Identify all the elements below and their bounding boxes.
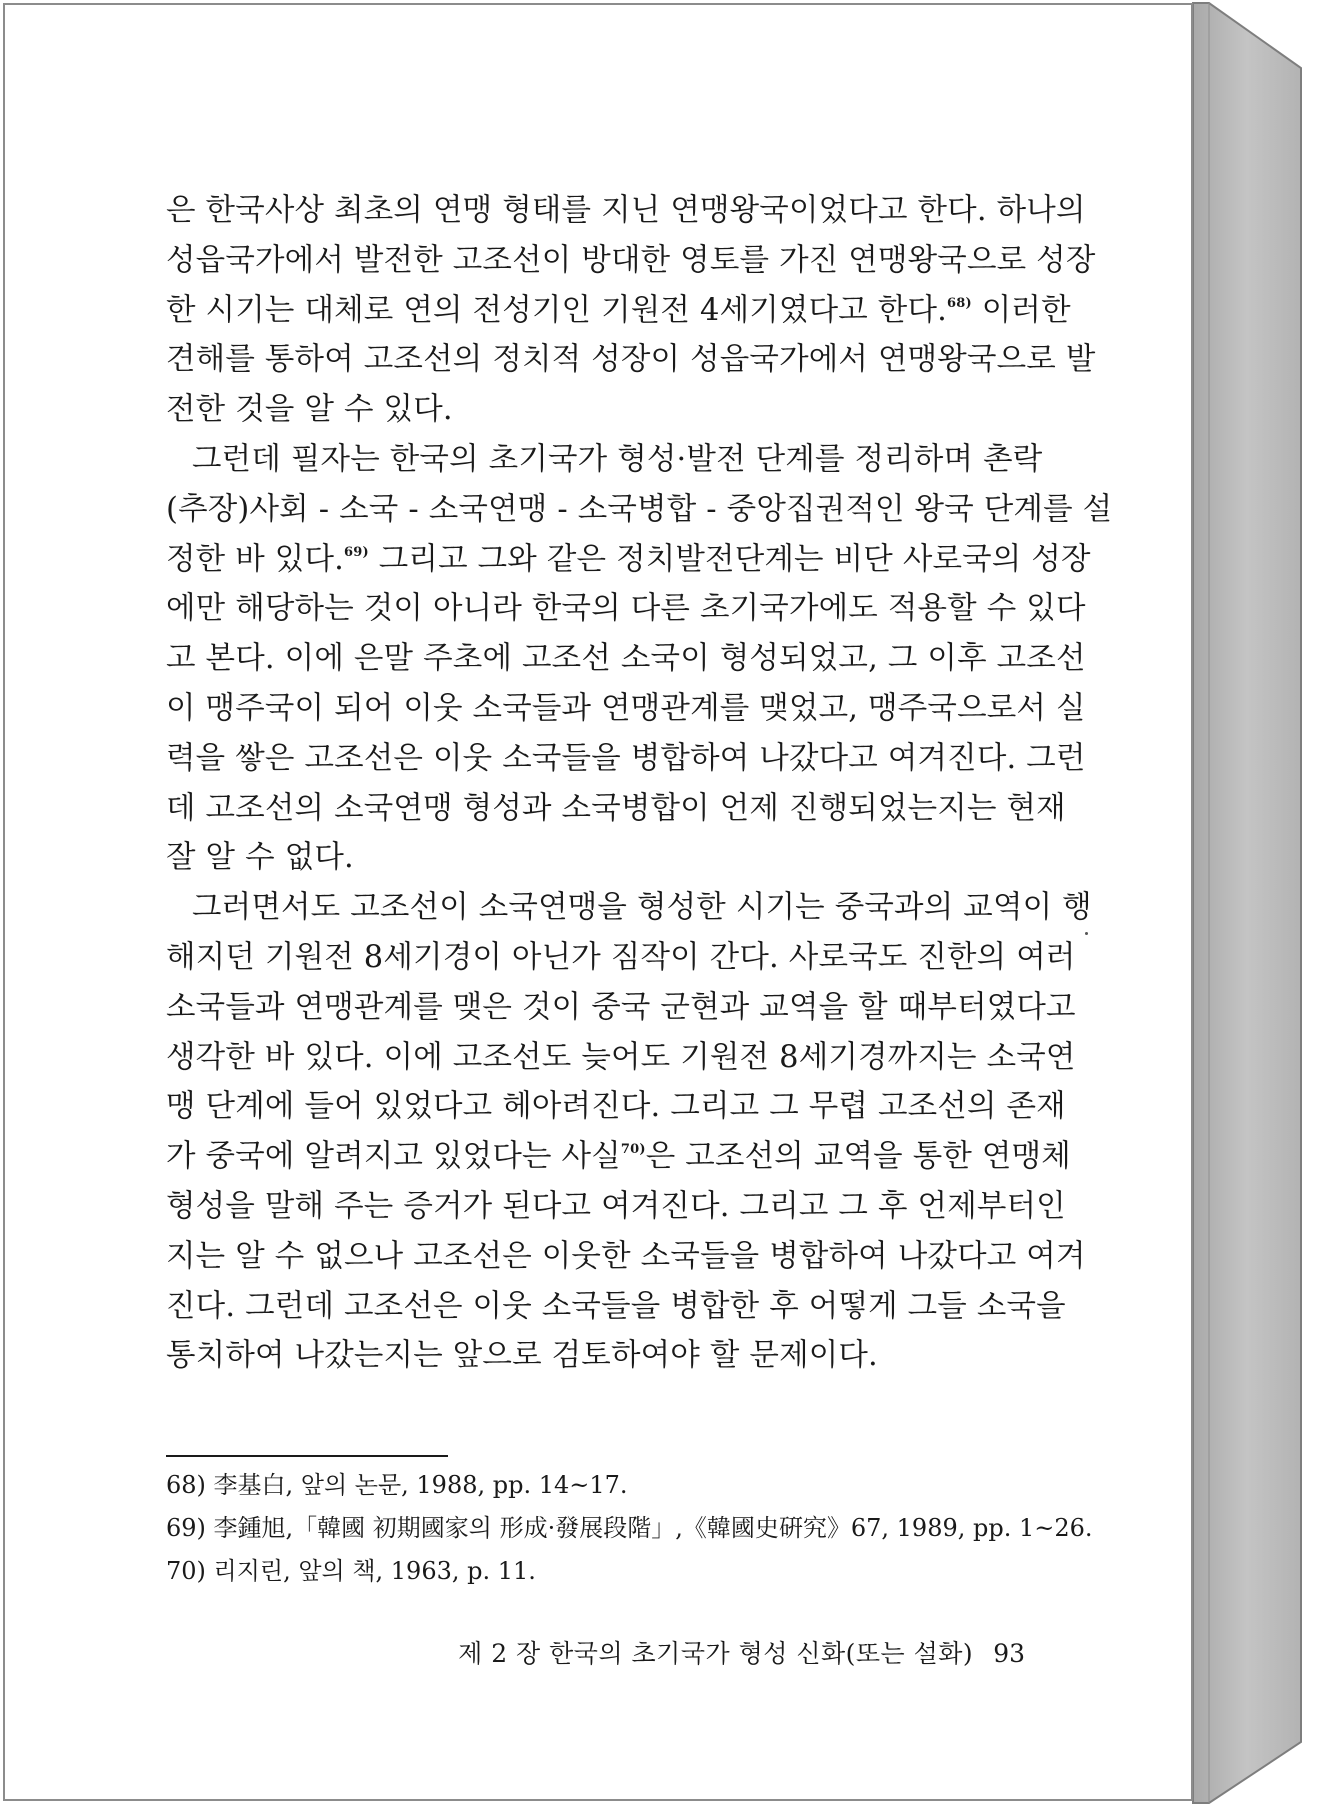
text-line: 성읍국가에서 발전한 고조선이 방대한 영토를 가진 연맹왕국으로 성장 [166, 242, 1096, 278]
text-line: 은 한국사상 최초의 연맹 형태를 지닌 연맹왕국이었다고 한다. 하나의 [166, 193, 1086, 228]
text-line: 지는 알 수 없으나 고조선은 이웃한 소국들을 병합하여 나갔다고 여겨 [166, 1238, 1086, 1274]
footnote-ref-68[interactable]: 68) [947, 295, 972, 311]
text-line: 에만 해당하는 것이 아니라 한국의 다른 초기국가에도 적용할 수 있다 [166, 591, 1086, 627]
text-line-with-footnote: 정한 바 있다.$^{69)}$ 그리고 그와 같은 정치발전단계는 비단 사로국의 성장 [166, 541, 1091, 577]
footnote-69: 69) 李鍾旭,「韓國 初期國家의 形成·發展段階」,《韓國史硏究》67, 1989, pp. 1~26. [166, 1514, 1093, 1542]
text-line: 전한 것을 알 수 있다. [166, 392, 453, 428]
page-number: 93 [993, 1639, 1025, 1668]
text-line: 력을 쌓은 고조선은 이웃 소국들을 병합하여 나갔다고 여겨진다. 그런 [166, 740, 1086, 776]
chapter-label: 제 2 장 한국의 초기국가 형성 신화(또는 설화) [458, 1639, 974, 1668]
text-line: 해지던 기원전 8세기경이 아닌가 짐작이 간다. 사로국도 진한의 여러 [166, 939, 1076, 975]
text-line: 견해를 통하여 고조선의 정치적 성장이 성읍국가에서 연맹왕국으로 발 [166, 342, 1096, 378]
footnote-separator [166, 1455, 448, 1457]
text-line: 생각한 바 있다. 이에 고조선도 늦어도 기원전 8세기경까지는 소국연 [166, 1039, 1076, 1075]
text-line: (추장)사회 - 소국 - 소국연맹 - 소국병합 - 중앙집권적인 왕국 단계를 설 [166, 491, 1113, 527]
text-line: 통치하여 나갔는지는 앞으로 검토하여야 할 문제이다. [166, 1338, 878, 1374]
text-line-with-footnote: 한 시기는 대체로 연의 전성기인 기원전 4세기였다고 한다.$^{68)}$ 이러한 [166, 292, 1071, 328]
text-line: 소국들과 연맹관계를 맺은 것이 중국 군현과 교역을 할 때부터였다고 [166, 989, 1076, 1025]
stray-dot-mark [1085, 932, 1088, 935]
paragraph-2 [166, 435, 1113, 883]
text-line: 고 본다. 이에 은말 주초에 고조선 소국이 형성되었고, 그 이후 고조선 [166, 641, 1086, 677]
text-line: 데 고조선의 소국연맹 형성과 소국병합이 언제 진행되었는지는 현재 [166, 790, 1066, 826]
body-text [166, 186, 1113, 1381]
text-line: 잘 알 수 없다. [166, 840, 354, 876]
footnote-ref-69[interactable]: 69) [344, 544, 369, 560]
text-line-with-footnote: 가 중국에 알려지고 있었다는 사실$^{70)}$은 고조선의 교역을 통한 연맹체 [166, 1139, 1071, 1175]
text-line: 진다. 그런데 고조선은 이웃 소국들을 병합한 후 어떻게 그들 소국을 [166, 1288, 1066, 1324]
footnote-68: 68) 李基白, 앞의 논문, 1988, pp. 14~17. [166, 1471, 628, 1499]
text-line: 이 맹주국이 되어 이웃 소국들과 연맹관계를 맺었고, 맹주국으로서 실 [166, 690, 1086, 726]
footnote-ref-70[interactable]: 70) [620, 1142, 646, 1158]
text-line: 그러면서도 고조선이 소국연맹을 형성한 시기는 중국과의 교역이 행 [192, 890, 1092, 926]
text-line: 그런데 필자는 한국의 초기국가 형성·발전 단계를 정리하며 촌락 [192, 441, 1043, 477]
running-footer [458, 1637, 1025, 1671]
footnotes [166, 1464, 1093, 1593]
paragraph-3 [166, 883, 1092, 1381]
text-line: 맹 단계에 들어 있었다고 헤아려진다. 그리고 그 무렵 고조선의 존재 [166, 1089, 1066, 1125]
footnote-70: 70) 리지린, 앞의 책, 1963, p. 11. [166, 1557, 536, 1585]
text-line: 형성을 말해 주는 증거가 된다고 여겨진다. 그리고 그 후 언제부터인 [166, 1188, 1066, 1224]
paragraph-1 [166, 186, 1096, 435]
